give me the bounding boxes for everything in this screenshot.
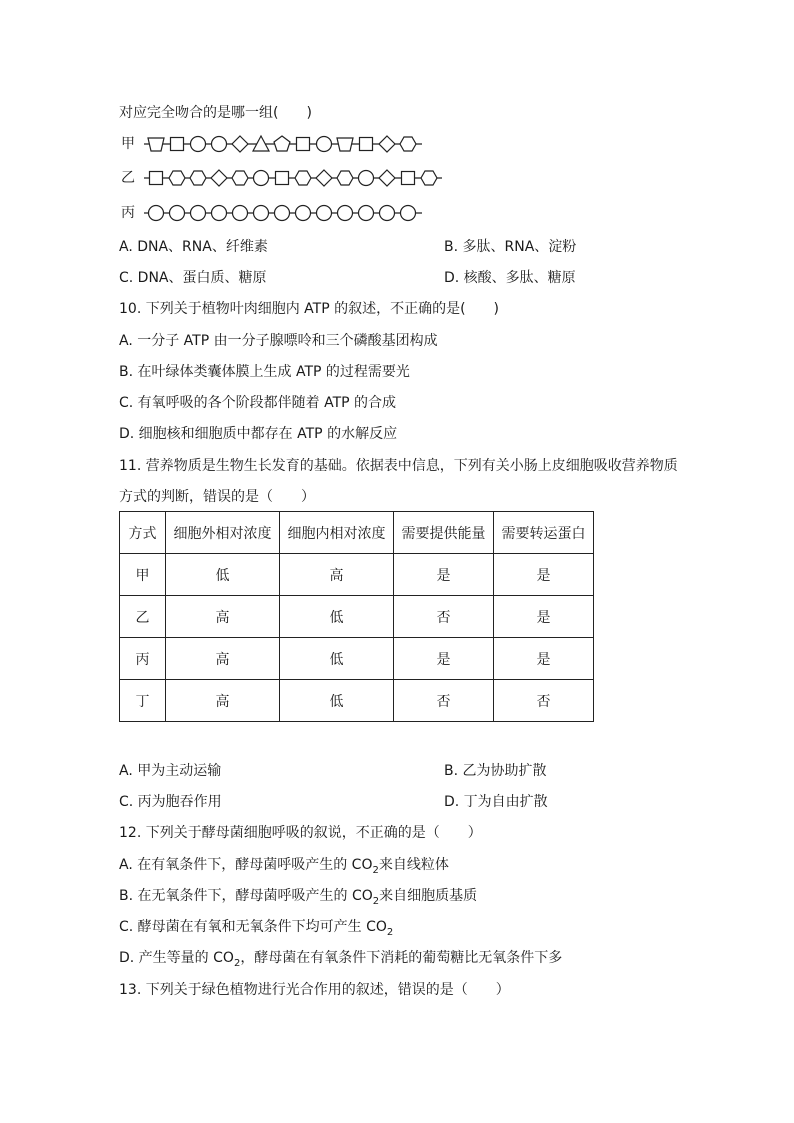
q9-option-d: D. 核酸、多肽、糖原 <box>444 270 576 286</box>
q12-option-a: A. 在有氧条件下，酵母菌呼吸产生的 $CO_2$来自线粒体 <box>119 857 449 876</box>
circle-monomer-shape <box>233 206 248 221</box>
table-header-cell: 方式 <box>120 512 166 554</box>
diamond-monomer-shape <box>379 136 395 152</box>
table-cell: 低 <box>280 680 394 722</box>
q9-option-a: A. DNA、RNA、纤维素 <box>119 239 268 255</box>
pentagon-monomer-shape <box>274 136 290 151</box>
circle-monomer-shape <box>212 206 227 221</box>
chain-label-bing: 丙 <box>121 205 135 221</box>
chain-label-jia: 甲 <box>121 136 135 152</box>
square-monomer-shape <box>402 172 415 185</box>
subscript: 2 <box>386 926 394 938</box>
chain-bing <box>142 203 442 223</box>
square-monomer-shape <box>171 138 184 151</box>
hexagon-monomer-shape <box>190 171 206 185</box>
q11-stem-line1: 11. 营养物质是生物生长发育的基础。依据表中信息，下列有关小肠上皮细胞吸收营养物质 <box>119 458 678 474</box>
q12-option-c: C. 酵母菌在有氧和无氧条件下均可产生 $CO_2$ <box>119 919 394 938</box>
subscript: 2 <box>233 957 241 969</box>
subscript: 2 <box>372 895 380 907</box>
table-row <box>120 680 594 722</box>
table-cell: 丁 <box>120 680 166 722</box>
transport-table <box>119 511 594 722</box>
table-cell: 高 <box>166 596 280 638</box>
q12-option-d: D. 产生等量的 $CO_2$，酵母菌在有氧条件下消耗的葡萄糖比无氧条件下多 <box>119 950 563 969</box>
diamond-monomer-shape <box>232 136 248 152</box>
chain-jia <box>142 134 442 154</box>
circle-monomer-shape <box>317 137 332 152</box>
table-cell: 丙 <box>120 638 166 680</box>
hexagon-monomer-shape <box>295 171 311 185</box>
trap-monomer-shape <box>337 138 353 151</box>
table-row <box>120 554 594 596</box>
q10-option-c: C. 有氧呼吸的各个阶段都伴随着 ATP 的合成 <box>119 395 397 411</box>
q12-option-b: B. 在无氧条件下，酵母菌呼吸产生的 $CO_2$来自细胞质基质 <box>119 888 478 907</box>
hexagon-monomer-shape <box>169 171 185 185</box>
square-monomer-shape <box>276 172 289 185</box>
square-monomer-shape <box>360 138 373 151</box>
circle-monomer-shape <box>212 137 227 152</box>
table-cell: 甲 <box>120 554 166 596</box>
table-header-cell: 需要提供能量 <box>394 512 494 554</box>
table-cell: 乙 <box>120 596 166 638</box>
table-cell: 低 <box>166 554 280 596</box>
circle-monomer-shape <box>191 137 206 152</box>
q11-option-b: B. 乙为协助扩散 <box>444 763 547 779</box>
circle-monomer-shape <box>170 206 185 221</box>
chain-label-yi: 乙 <box>121 170 135 186</box>
q11-option-d: D. 丁为自由扩散 <box>444 794 548 810</box>
table-cell: 是 <box>494 554 594 596</box>
table-header-cell: 细胞内相对浓度 <box>280 512 394 554</box>
hexagon-monomer-shape <box>400 137 416 151</box>
circle-monomer-shape <box>149 206 164 221</box>
circle-monomer-shape <box>359 171 374 186</box>
table-cell: 是 <box>394 554 494 596</box>
table-cell: 低 <box>280 596 394 638</box>
trap-monomer-shape <box>148 138 164 151</box>
diamond-monomer-shape <box>379 170 395 186</box>
table-cell: 低 <box>280 638 394 680</box>
diamond-monomer-shape <box>316 170 332 186</box>
table-cell: 否 <box>394 596 494 638</box>
circle-monomer-shape <box>359 206 374 221</box>
table-header-row <box>120 512 594 554</box>
q9-option-c: C. DNA、蛋白质、糖原 <box>119 270 267 286</box>
q13-stem: 13. 下列关于绿色植物进行光合作用的叙述，错误的是（ ） <box>119 982 510 998</box>
circle-monomer-shape <box>191 206 206 221</box>
table-cell: 高 <box>166 680 280 722</box>
chain-yi <box>142 168 442 188</box>
q10-stem: 10. 下列关于植物叶肉细胞内 ATP 的叙述，不正确的是( ) <box>119 301 500 317</box>
table-header-cell: 细胞外相对浓度 <box>166 512 280 554</box>
circle-monomer-shape <box>380 206 395 221</box>
table-cell: 是 <box>494 638 594 680</box>
circle-monomer-shape <box>401 206 416 221</box>
q12-stem: 12. 下列关于酵母菌细胞呼吸的叙说，不正确的是（ ） <box>119 825 482 841</box>
table-cell: 高 <box>166 638 280 680</box>
q11-stem-line2: 方式的判断，错误的是（ ） <box>119 489 315 505</box>
q9-stem-tail: 对应完全吻合的是哪一组( ) <box>119 105 312 121</box>
q10-option-d: D. 细胞核和细胞质中都存在 ATP 的水解反应 <box>119 426 398 442</box>
table-cell: 否 <box>394 680 494 722</box>
circle-monomer-shape <box>296 206 311 221</box>
hexagon-monomer-shape <box>337 171 353 185</box>
subscript: 2 <box>372 864 379 876</box>
circle-monomer-shape <box>254 206 269 221</box>
circle-monomer-shape <box>338 206 353 221</box>
q9-option-b: B. 多肽、RNA、淀粉 <box>444 239 577 255</box>
table-cell: 是 <box>494 596 594 638</box>
circle-monomer-shape <box>275 206 290 221</box>
table-cell: 高 <box>280 554 394 596</box>
square-monomer-shape <box>150 172 163 185</box>
table-cell: 否 <box>494 680 594 722</box>
q11-option-a: A. 甲为主动运输 <box>119 763 222 779</box>
circle-monomer-shape <box>254 171 269 186</box>
table-row <box>120 638 594 680</box>
diamond-monomer-shape <box>211 170 227 186</box>
hexagon-monomer-shape <box>232 171 248 185</box>
q10-option-b: B. 在叶绿体类囊体膜上生成 ATP 的过程需要光 <box>119 364 410 380</box>
table-cell: 是 <box>394 638 494 680</box>
q11-option-c: C. 丙为胞吞作用 <box>119 794 222 810</box>
circle-monomer-shape <box>317 206 332 221</box>
hexagon-monomer-shape <box>421 171 437 185</box>
table-row <box>120 596 594 638</box>
square-monomer-shape <box>297 138 310 151</box>
table-header-cell: 需要转运蛋白 <box>494 512 594 554</box>
q10-option-a: A. 一分子 ATP 由一分子腺嘌呤和三个磷酸基团构成 <box>119 333 438 349</box>
